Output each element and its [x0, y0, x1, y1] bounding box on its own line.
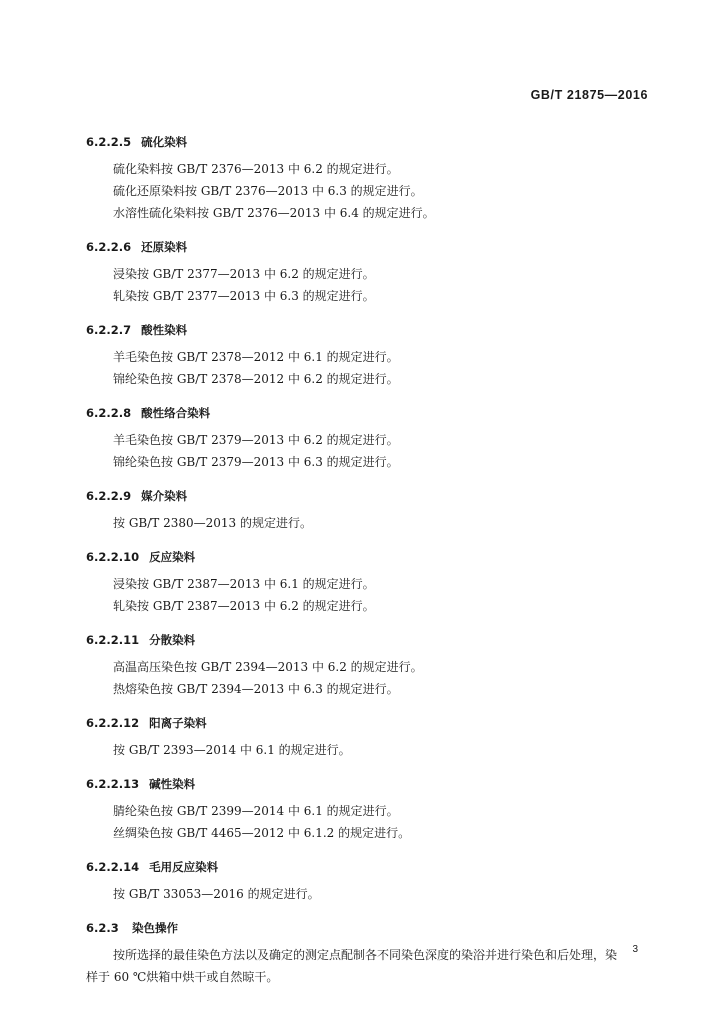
clause-line: 羊毛染色按 GB/T 2378—2012 中 6.1 的规定进行。	[113, 350, 399, 364]
section-number: 6.2.2.5	[86, 135, 132, 149]
section-title: 媒介染料	[141, 489, 188, 503]
paragraph-line: 样于 60 ℃烘箱中烘干或自然晾干。	[86, 970, 279, 984]
clause-line: 羊毛染色按 GB/T 2379—2013 中 6.2 的规定进行。	[113, 433, 399, 447]
section-heading	[86, 130, 661, 154]
section-6-2-3	[86, 916, 661, 988]
section-heading	[86, 318, 661, 342]
section-title: 酸性染料	[141, 323, 188, 337]
section-heading	[86, 628, 661, 652]
section-6-2-2-9	[86, 484, 661, 545]
section-number: 6.2.2.12	[86, 716, 140, 730]
section-heading	[86, 484, 661, 508]
clause-line: 硫化染料按 GB/T 2376—2013 中 6.2 的规定进行。	[113, 162, 399, 176]
section-6-2-2-6	[86, 235, 661, 318]
section-6-2-2-10	[86, 545, 661, 628]
clause-line: 锦纶染色按 GB/T 2378—2012 中 6.2 的规定进行。	[113, 372, 399, 386]
section-heading	[86, 545, 661, 569]
section-number: 6.2.2.6	[86, 240, 132, 254]
paragraph-line: 按所选择的最佳染色方法以及确定的测定点配制各不同染色深度的染浴并进行染色和后处理，染	[113, 948, 618, 962]
section-6-2-2-12	[86, 711, 661, 772]
section-heading	[86, 401, 661, 425]
section-title: 硫化染料	[141, 135, 188, 149]
section-number: 6.2.2.7	[86, 323, 132, 337]
clause-line: 按 GB/T 33053—2016 的规定进行。	[113, 887, 320, 901]
section-title: 毛用反应染料	[149, 860, 219, 874]
section-heading	[86, 772, 661, 796]
clause-line: 硫化还原染料按 GB/T 2376—2013 中 6.3 的规定进行。	[113, 184, 423, 198]
clause-line: 轧染按 GB/T 2377—2013 中 6.3 的规定进行。	[113, 289, 375, 303]
clause-line: 锦纶染色按 GB/T 2379—2013 中 6.3 的规定进行。	[113, 455, 399, 469]
section-title: 酸性络合染料	[141, 406, 211, 420]
clause-line: 按 GB/T 2380—2013 的规定进行。	[113, 516, 312, 530]
section-heading	[86, 855, 661, 879]
section-heading	[86, 235, 661, 259]
clause-line: 热熔染色按 GB/T 2394—2013 中 6.3 的规定进行。	[113, 682, 399, 696]
section-number: 6.2.2.8	[86, 406, 132, 420]
clause-line: 浸染按 GB/T 2387—2013 中 6.1 的规定进行。	[113, 577, 375, 591]
section-title: 阳离子染料	[149, 716, 207, 730]
clause-line: 腈纶染色按 GB/T 2399—2014 中 6.1 的规定进行。	[113, 804, 399, 818]
section-title: 还原染料	[141, 240, 188, 254]
clause-line: 轧染按 GB/T 2387—2013 中 6.2 的规定进行。	[113, 599, 375, 613]
section-heading	[86, 711, 661, 735]
section-title: 反应染料	[149, 550, 196, 564]
section-6-2-2-11	[86, 628, 661, 711]
clause-line: 水溶性硫化染料按 GB/T 2376—2013 中 6.4 的规定进行。	[113, 206, 435, 220]
section-number: 6.2.2.14	[86, 860, 140, 874]
standard-code-header: GB/T 21875—2016	[530, 88, 648, 102]
section-number: 6.2.2.9	[86, 489, 132, 503]
clause-line: 浸染按 GB/T 2377—2013 中 6.2 的规定进行。	[113, 267, 375, 281]
clause-line: 丝绸染色按 GB/T 4465—2012 中 6.1.2 的规定进行。	[113, 826, 411, 840]
section-number: 6.2.2.11	[86, 633, 140, 647]
document-body	[86, 130, 661, 988]
section-6-2-2-7	[86, 318, 661, 401]
section-6-2-2-8	[86, 401, 661, 484]
section-number: 6.2.2.10	[86, 550, 140, 564]
section-number: 6.2.3	[86, 921, 119, 935]
section-6-2-2-14	[86, 855, 661, 916]
page-number: 3	[632, 944, 638, 955]
clause-line: 高温高压染色按 GB/T 2394—2013 中 6.2 的规定进行。	[113, 660, 423, 674]
section-6-2-2-5	[86, 130, 661, 235]
clause-line: 按 GB/T 2393—2014 中 6.1 的规定进行。	[113, 743, 351, 757]
section-title: 碱性染料	[149, 777, 196, 791]
section-title: 染色操作	[132, 921, 178, 935]
section-6-2-2-13	[86, 772, 661, 855]
section-heading	[86, 916, 661, 940]
section-number: 6.2.2.13	[86, 777, 140, 791]
section-title: 分散染料	[149, 633, 196, 647]
